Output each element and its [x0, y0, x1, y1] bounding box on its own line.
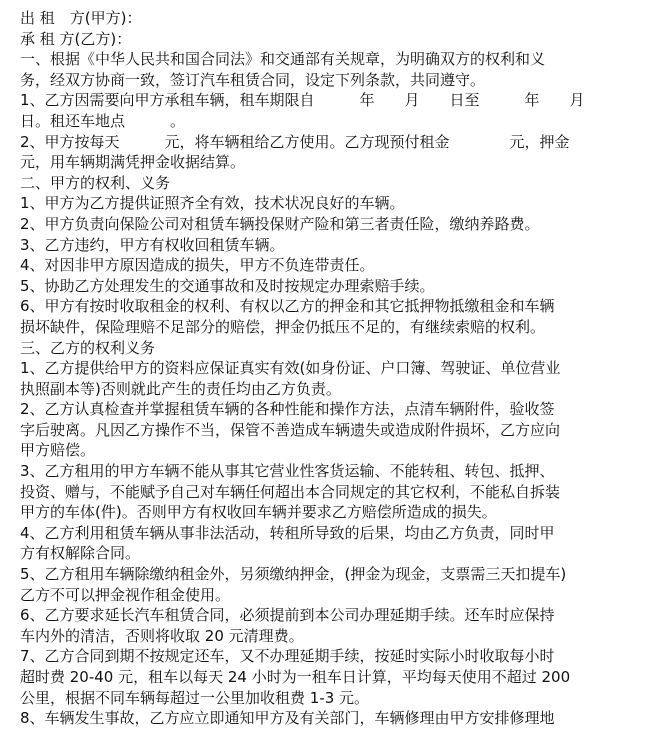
- clause-line: 执照副本等)否则就此产生的责任均由乙方负责。: [20, 379, 341, 398]
- clause-item: [20, 276, 626, 297]
- clause-line: 3、乙方违约，甲方有权收回租赁车辆。: [20, 235, 285, 254]
- clause-item: [20, 235, 626, 256]
- lessee-line: 承 租 方(乙方)：: [20, 29, 132, 48]
- clause-item: [20, 132, 626, 173]
- clause-line: 5、协助乙方处理发生的交通事故和及时按规定办理索赔手续。: [20, 276, 435, 295]
- clause-line: 甲方的车体(件)。否则甲方有权收回车辆并要求乙方赔偿所造成的损失。: [20, 503, 497, 522]
- clause-line: 甲方赔偿。: [20, 441, 96, 460]
- section-1-title: 一、根据《中华人民共和国合同法》和交通部有关规章，为明确双方的权利和义: [20, 50, 546, 69]
- clause-line: 6、乙方要求延长汽车租赁合同，必须提前到本公司办理延期手续。还车时应保持: [20, 606, 555, 625]
- clause-line: 方有权解除合同。: [20, 544, 141, 563]
- clause-line: 6、甲方有按时收取租金的权利、有权以乙方的押金和其它抵押物抵缴租金和车辆: [20, 297, 555, 316]
- section-3-items: [20, 358, 626, 729]
- clause-item: [20, 708, 626, 729]
- clause-line: 超时费 20-40 元，租车以每天 24 小时为一租车日计算，平均每天使用不超过 200: [20, 668, 571, 686]
- clause-item: [20, 255, 626, 276]
- clause-line: 4、对因非甲方原因造成的损失，甲方不负连带责任。: [20, 256, 375, 275]
- clause-line: 公里，根据不同车辆每超过一公里加收租费 1-3 元。: [20, 688, 370, 707]
- clause-line: 车内外的清洁，否则将收取 20 元清理费。: [20, 626, 304, 645]
- section-3-title: 三、乙方的权利义务: [20, 338, 156, 357]
- clause-line: 2、乙方认真检查并掌握租赁车辆的各种性能和操作方法，点清车辆附件，验收签: [20, 400, 555, 419]
- clause-line: 字后驶离。凡因乙方操作不当，保管不善造成车辆遗失或造成附件损坏，乙方应向: [20, 420, 561, 439]
- section-1-items: [20, 90, 626, 172]
- clause-item: [20, 564, 626, 605]
- clause-line: 1、乙方因需要向甲方承租车辆，租车期限自 年 月 日至 年 月: [20, 91, 585, 110]
- clause-item: [20, 214, 626, 235]
- clause-item: [20, 399, 626, 461]
- clause-line: 投资、赠与，不能赋予自己对车辆任何超出本合同规定的其它权利，不能私自拆装: [20, 482, 561, 501]
- clause-line: 2、甲方负责向保险公司对租赁车辆投保财产险和第三者责任险，缴纳养路费。: [20, 214, 540, 233]
- clause-item: [20, 605, 626, 646]
- section-2-items: [20, 193, 626, 337]
- clause-item: [20, 90, 626, 131]
- clause-line: 1、甲方为乙方提供证照齐全有效，技术状况良好的车辆。: [20, 194, 405, 213]
- clause-item: [20, 193, 626, 214]
- clause-line: 2、甲方按每天 元，将车辆租给乙方使用。乙方现预付租金 元，押金: [20, 132, 570, 151]
- clause-line: 3、乙方租用的甲方车辆不能从事其它营业性客货运输、不能转租、转包、抵押、: [20, 462, 555, 481]
- section-2-title: 二、甲方的权利、义务: [20, 173, 171, 192]
- clause-item: [20, 646, 626, 708]
- clause-line: 日。租还车地点 。: [20, 111, 186, 130]
- section-1-title-cont: 务，经双方协商一致，签订汽车租赁合同，设定下列条款，共同遵守。: [20, 70, 486, 89]
- lessor-line: 出 租 方(甲方)：: [20, 9, 142, 27]
- clause-line: 元，用车辆期满凭押金收据结算。: [20, 153, 246, 172]
- clause-item: [20, 358, 626, 399]
- clause-line: 8、车辆发生事故，乙方应立即通知甲方及有关部门，车辆修理由甲方安排修理地: [20, 709, 555, 728]
- clause-line: 损坏缺件，保险理赔不足部分的赔偿，押金仍抵压不足的，有继续索赔的权利。: [20, 317, 546, 336]
- clause-line: 4、乙方利用租赁车辆从事非法活动，转租所导致的后果，均由乙方负责，同时甲: [20, 523, 555, 542]
- clause-item: [20, 461, 626, 523]
- clause-line: 乙方不可以押金视作租金使用。: [20, 585, 231, 604]
- clause-line: 7、乙方合同到期不按规定还车，又不办理延期手续，按延时实际小时收取每小时: [20, 647, 555, 666]
- clause-line: 1、乙方提供给甲方的资料应保证真实有效(如身份证、户口簿、驾驶证、单位营业: [20, 359, 561, 378]
- clause-line: 5、乙方租用车辆除缴纳租金外，另须缴纳押金，(押金为现金，支票需三天扣提车): [20, 565, 567, 584]
- clause-item: [20, 523, 626, 564]
- clause-item: [20, 296, 626, 337]
